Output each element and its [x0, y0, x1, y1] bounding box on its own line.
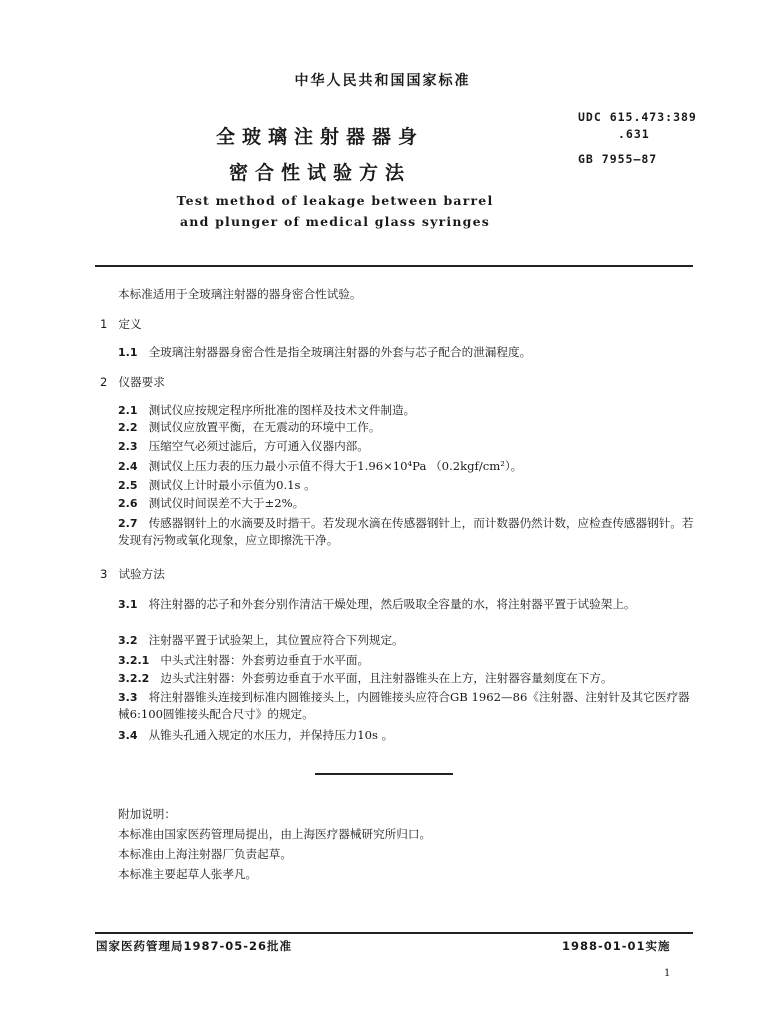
section-title: 试验方法	[118, 567, 165, 581]
clause-3-1: 3.1 将注射器的芯子和外套分别作清洁干燥处理，然后吸取全容量的水，将注射器平置于试验架上。	[118, 597, 636, 611]
footer-divider	[95, 932, 693, 934]
approval-date: 国家医药管理局1987-05-26批准	[96, 939, 293, 953]
udc-code-cont: .631	[618, 127, 650, 141]
section-title: 仪器要求	[118, 375, 165, 389]
clause-2-6: 2.6 测试仪时间误差不大于±2%。	[118, 496, 305, 510]
section-3-heading	[100, 566, 165, 582]
clause-3-2-1: 3.2.1 中头式注射器：外套剪边垂直于水平面。	[118, 653, 370, 667]
section-num: 1	[100, 317, 108, 331]
clause-2-4: 2.4 测试仪上压力表的压力最小示值不得大于1.96×10⁴Pa （0.2kgf/cm²）。	[118, 459, 523, 473]
notes-line: 本标准由国家医药管理局提出，由上海医疗器械研究所归口。	[118, 827, 432, 841]
clause-3-3: 3.3 将注射器锥头连接到标准内圆锥接头上，内圆锥接头应符合GB 1962—86《注射器、注射针及其它医疗器械6:100圆锥接头配合尺寸》的规定。	[118, 690, 690, 721]
section-2-heading	[100, 374, 165, 390]
notes-line: 本标准主要起草人张孝凡。	[118, 867, 258, 881]
title-cn-line-1: 全玻璃注射器器身	[215, 126, 424, 148]
section-1-heading	[100, 316, 142, 332]
clause-3-2: 3.2 注射器平置于试验架上，其位置应符合下列规定。	[118, 633, 404, 647]
title-en-line-1: Test method of leakage between barrel	[176, 193, 494, 208]
notes-title: 附加说明：	[118, 807, 176, 821]
clause-1-1: 1.1 全玻璃注射器器身密合性是指全玻璃注射器的外套与芯子配合的泄漏程度。	[118, 345, 532, 359]
section-title: 定义	[118, 317, 142, 331]
section-num: 2	[100, 375, 108, 389]
end-divider	[315, 773, 453, 775]
clause-2-3: 2.3 压缩空气必须过滤后，方可通入仪器内部。	[118, 439, 369, 453]
gb-code: GB 7955—87	[578, 152, 658, 166]
clause-2-1: 2.1 测试仪应按规定程序所批准的图样及技术文件制造。	[118, 403, 416, 417]
header-divider	[95, 265, 693, 267]
notes-line: 本标准由上海注射器厂负责起草。	[118, 847, 292, 861]
clause-2-2: 2.2 测试仪应放置平衡，在无震动的环境中工作。	[118, 420, 381, 434]
section-num: 3	[100, 567, 108, 581]
clause-2-5: 2.5 测试仪上计时最小示值为0.1s 。	[118, 478, 316, 492]
clause-2-7: 2.7 传感器钢针上的水滴要及时揩干。若发现水滴在传感器钢针上，而计数器仍然计数，应检查传感器钢针。若发现有污物或氧化现象，应立即擦洗干净。	[118, 516, 694, 547]
udc-code: UDC 615.473:389	[578, 110, 697, 124]
title-cn-line-2: 密合性试验方法	[228, 162, 411, 184]
implementation-date: 1988-01-01实施	[562, 939, 671, 953]
page-number: 1	[664, 968, 671, 979]
clause-3-2-2: 3.2.2 边头式注射器：外套剪边垂直于水平面，且注射器锥头在上方，注射器容量刻度在下方。	[118, 671, 613, 685]
title-en-line-2: and plunger of medical glass syringes	[180, 214, 490, 229]
intro-text: 本标准适用于全玻璃注射器的器身密合性试验。	[118, 287, 362, 301]
standard-org-heading: 中华人民共和国国家标准	[294, 73, 471, 89]
clause-3-4: 3.4 从锥头孔通入规定的水压力，并保持压力10s 。	[118, 728, 394, 742]
